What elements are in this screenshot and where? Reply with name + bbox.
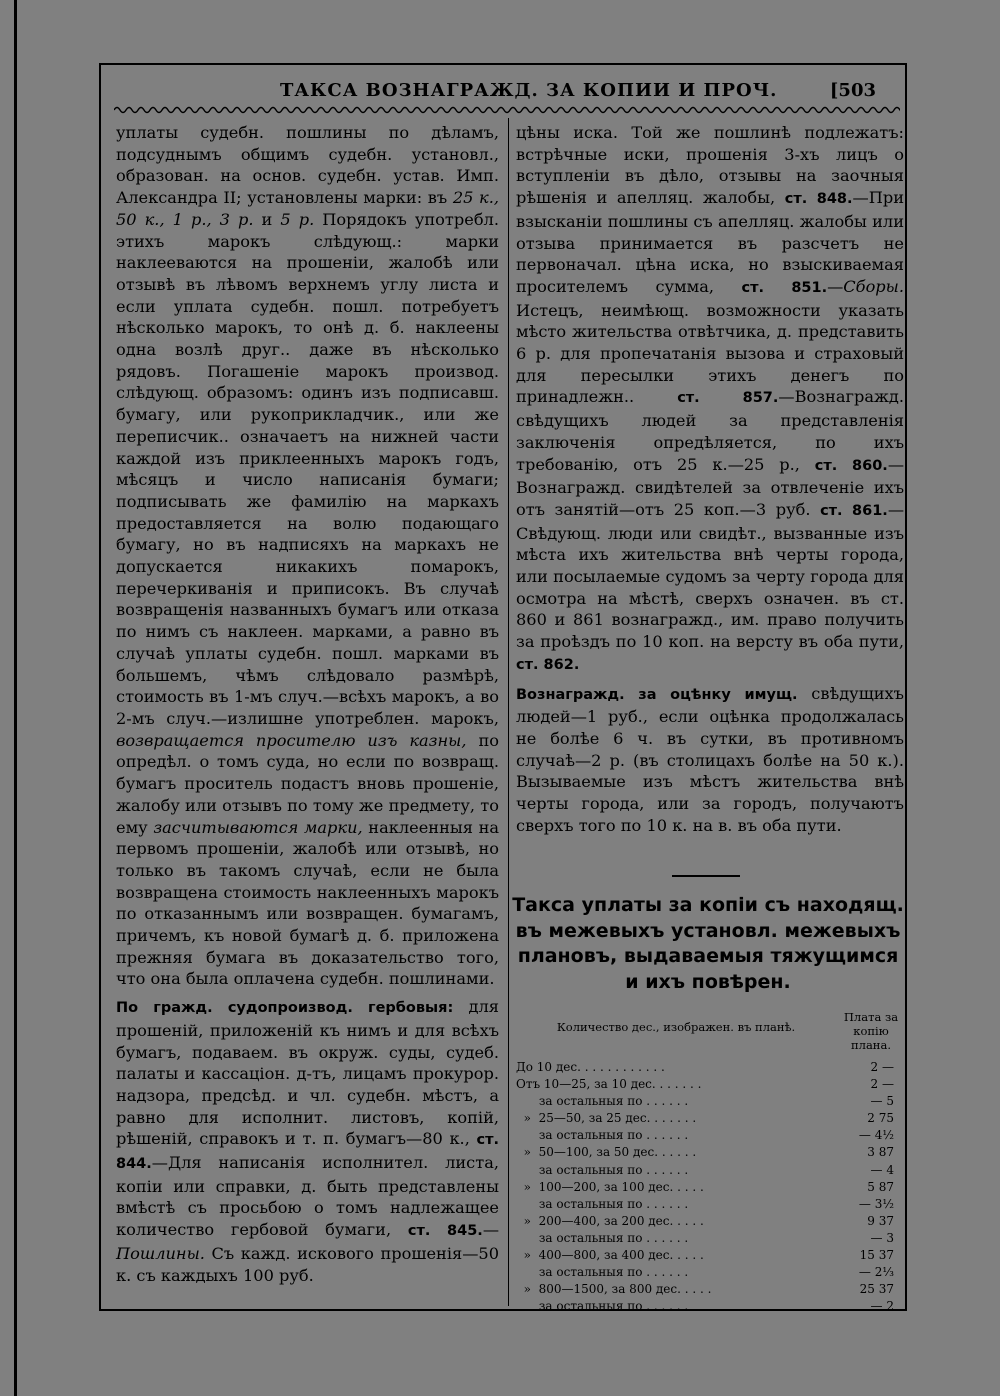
section-divider [672,875,740,877]
text-run: —Для написанія исполнител. листа, копіи или справки, д. быть представлены вмѣстѣ съ просьбою о томъ надлежащее количество гербовой бумаги, [116,1153,499,1240]
section-title-line: Такса уплаты за копіи съ находящ. [512,894,904,916]
paragraph [116,122,499,990]
row-fee: 9 37 [867,1213,894,1228]
left-edge-rule [14,0,17,1396]
table-row [516,1094,904,1111]
section-title-line: и ихъ повѣрен. [625,970,791,993]
text-run: —Вознагражд. свидѣтелей за отвлеченіе ихъ отъ занятій—отъ 25 коп.—3 руб. [516,454,904,519]
table-row [516,1111,904,1128]
text-run: цѣны иска. Той же пошлинѣ подлежатъ: встрѣчные иски, прошенія 3-хъ лицъ о вступленіи въ дѣло, отзывы на заочныя рѣшенія и апелляц. жалобы, [516,123,904,208]
bold-run: Вознагражд. за оцѣнку имущ. [516,686,798,703]
row-area: Отъ 10—25, за 10 дес. . . . . . . [516,1077,702,1092]
italic-run: засчитываются марки, [153,817,363,837]
row-area: » 25—50, за 25 дес. . . . . . . [516,1111,697,1126]
bold-run: ст. 860. [814,457,888,474]
header-title: ТАКСА ВОЗНАГРАЖД. ЗА КОПИИ И ПРОЧ. [280,80,778,101]
bold-run: ст. 845. [407,1223,483,1240]
text-run: Съ кажд. искового прошенія—50 к. съ каждыхъ 100 руб. [116,1243,499,1285]
row-area: за остальныя по . . . . . . [516,1162,689,1177]
bold-run: ст. 857. [677,390,779,407]
italic-run: возвращается просителю изъ казны, [116,730,467,750]
text-run: Истецъ, неимѣющ. возможности указать мѣсто жительства отвѣтчика, д. представить 6 р. для пропечатанія вызова и страховый для пересылки этихъ денегъ по принадлежн.. [516,300,904,407]
row-area: » 100—200, за 100 дес. . . . . [516,1179,704,1194]
table-row [516,1248,904,1265]
row-fee: — 2 [870,1299,894,1314]
paragraph [116,996,499,1286]
text-run: —Вознагражд. свѣдущихъ людей за представленія заключенія опредѣляется, по ихъ требованію, отъ 25 к.—25 р., [516,387,904,474]
row-fee: 25 37 [859,1282,894,1297]
row-fee: — 4 [870,1162,894,1177]
text-run: — [482,1220,499,1240]
text-run: уплаты судебн. пошлины по дѣламъ, подсуднымъ общимъ судебн. установл., образован. на основ. судебн. устав. Имп. Александра II; установлены марки: въ [116,123,499,208]
table-row [516,1214,904,1231]
table-row [516,1128,904,1145]
page-number: [503 [829,80,876,101]
row-fee: 2 — [870,1060,894,1074]
bold-run: ст. 862. [516,656,580,673]
row-area: за остальныя по . . . . . . [516,1265,689,1280]
section-title [512,893,904,995]
table-row [516,1060,904,1077]
section-title-line: въ межевыхъ установл. межевыхъ [515,919,901,942]
bold-run: ст. 861. [820,502,888,519]
bold-run: ст. 848. [784,191,853,208]
row-fee: 2 — [870,1077,894,1092]
row-area: за остальныя по . . . . . . [516,1299,689,1314]
row-fee: 15 37 [859,1248,894,1263]
table-header-area: Количество дес., изображен. въ планѣ. [556,1020,796,1034]
row-fee: 3 87 [867,1145,894,1160]
table-header-fee: Плата за копію плана. [843,1010,899,1052]
italic-run: Пошлины. [116,1243,205,1263]
table-row [516,1299,904,1316]
bold-run: По гражд. судопроизвод. гербовыя: [116,1000,454,1017]
row-area: за остальныя по . . . . . . [516,1196,689,1211]
italic-run: 5 р. [280,209,315,229]
row-area: за остальныя по . . . . . . [516,1094,689,1109]
paragraph [516,122,904,677]
right-column [516,122,904,837]
text-run: —При взысканіи пошлины съ апелляц. жалобы или отзыва принимается въ разсчетъ не первоначал. цѣна иска, но взыскиваемая просителемъ сумма, [516,188,904,296]
row-fee: — 2⅓ [858,1265,894,1280]
section-title-line: плановъ, выдаваемыя тяжущимся [517,945,899,967]
row-area: До 10 дес. . . . . . . . . . . . [516,1060,665,1074]
row-fee: 5 87 [867,1179,894,1194]
row-area: за остальныя по . . . . . . [516,1230,689,1245]
text-run: Порядокъ употребл. этихъ марокъ слѣдующ.: марки наклееваются на прошеніи, жалобѣ или отзывѣ въ лѣвомъ верхнемъ углу листа и если уплата судебн. пошл. потребуетъ нѣсколько марокъ, то онѣ д. б. наклеены одна возлѣ друг.. даже въ нѣсколько рядовъ. Погашеніе марокъ производ. слѣдующ. образомъ: одинъ изъ подписавш. бумагу, или рукоприкладчик., или же переписчик.. означаетъ на нижней части каждой изъ приклеенныхъ марокъ годъ, мѣсяцъ и число написанія бумаги; подписывать же фамилію на маркахъ предоставляется на волю подающаго бумагу, но въ надписяхъ на маркахъ не допускается никакихъ помарокъ, перечеркиванія и приписокъ. Въ случаѣ возвращенія названныхъ бумагъ или отказа по нимъ съ наклеен. марками, а равно въ случаѣ уплаты судебн. пошл. марками въ большемъ, чѣмъ слѣдовало размѣрѣ, стоимость въ 1-мъ случ.—всѣхъ марокъ, а во 2-мъ случ.—излишне употреблен. марокъ, [116,209,499,728]
text-run: —Свѣдующ. люди или свидѣт., вызванные изъ мѣста ихъ жительства внѣ черты города, или посылаемые судомъ за черту города для осмотра на мѣстѣ, сверхъ означен. въ ст. 860 и 861 вознагражд., им. право получить за проѣздъ по 10 коп. на версту въ оба пути, [516,499,904,652]
row-area: » 200—400, за 200 дес. . . . . [516,1213,704,1228]
table-row [516,1265,904,1282]
row-area: » 400—800, за 400 дес. . . . . [516,1248,704,1263]
running-header [100,76,906,106]
column-separator [508,118,509,1306]
fee-table [516,1060,904,1316]
table-row [516,1197,904,1214]
row-fee: — 3 [870,1230,894,1245]
bold-run: ст. 844. [116,1132,499,1173]
text-run: для прошеній, приложеній къ нимъ и для всѣхъ бумагъ, подаваем. въ окруж. суды, судеб. палаты и кассаціон. д-тъ, лицамъ прокурор. надзора, предсѣд. и чл. судебн. мѣстъ, а равно для исполнит. листовъ, копій, рѣшеній, справокъ и т. п. бумагъ—80 к., [116,997,500,1149]
table-row [516,1145,904,1162]
italic-run: 25 к., 50 к., 1 р., 3 р. [116,188,500,229]
text-run: — [827,276,844,296]
table-row [516,1163,904,1180]
row-area: » 800—1500, за 800 дес. . . . . [516,1282,712,1297]
left-column [116,122,499,1286]
text-run: наклеенныя на первомъ прошеніи, жалобѣ или отзывѣ, но только въ такомъ случаѣ, если не была возвращена стоимость наклеенныхъ марокъ по отказаннымъ или возвращен. бумагамъ, причемъ, къ новой бумагѣ д. б. приложена прежняя бумага въ доказательство того, что она была оплачена судебн. пошлинами. [116,817,500,989]
row-fee: — 3½ [858,1196,894,1211]
row-fee: 2 75 [867,1111,894,1126]
text-run: и [253,209,281,229]
row-fee: — 4½ [858,1128,894,1143]
italic-run: Сборы. [843,276,904,296]
row-area: » 50—100, за 50 дес. . . . . . [516,1145,697,1160]
paragraph [516,683,904,837]
table-row [516,1282,904,1299]
table-row [516,1231,904,1248]
text-run: по опредѣл. о томъ суда, но если по возвращ. бумагъ проситель подастъ вновь прошеніе, жалобу или отзывъ по тому же предмету, то ему [116,730,499,837]
row-area: за остальныя по . . . . . . [516,1128,689,1143]
wavy-rule [114,104,900,116]
text-run: свѣдущихъ людей—1 руб., если оцѣнка продолжалась не болѣе 6 ч. въ сутки, въ противномъ случаѣ—2 р. (въ столицахъ болѣе на 50 к.). Вызываемые изъ мѣстъ жительства внѣ черты города, или за городъ, получаютъ сверхъ того по 10 к. на в. въ оба пути. [516,683,904,835]
table-row [516,1180,904,1197]
table-row [516,1077,904,1094]
row-fee: — 5 [870,1094,894,1109]
bold-run: ст. 851. [741,279,828,296]
